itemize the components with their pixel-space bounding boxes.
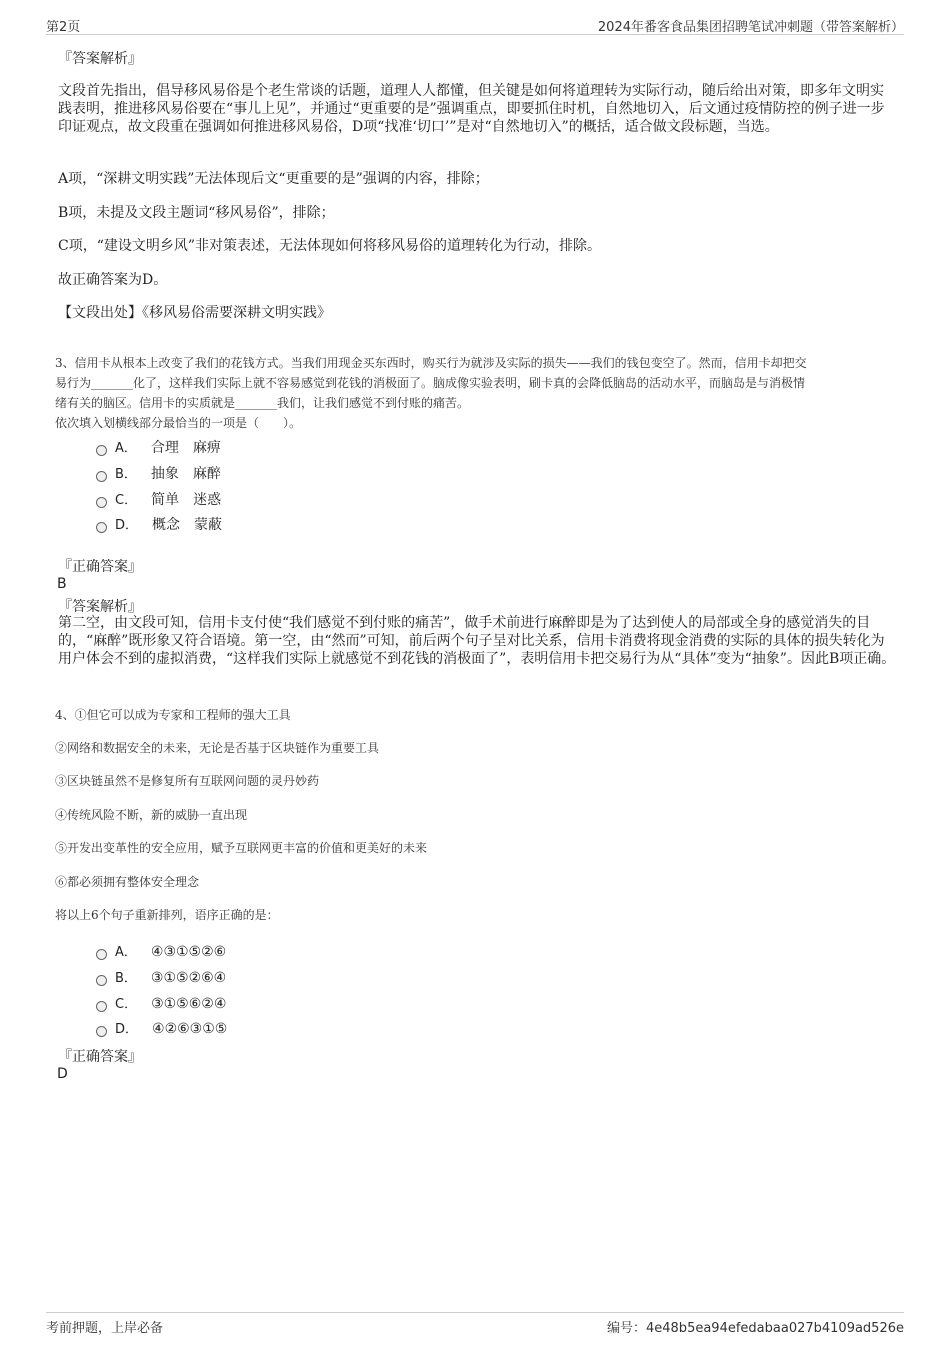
q3-option-d[interactable]: D． 概念 蒙蔽	[96, 514, 222, 534]
q4-correct-label: 『正确答案』	[58, 1049, 142, 1065]
q3-stem-line-1: 3、信用卡从根本上改变了我们的花钱方式。当我们用现金买东西时，购买行为就涉及实际的损失——我们的钱包变空了。然而，信用卡却把交	[55, 356, 807, 370]
radio-icon[interactable]	[96, 1026, 107, 1037]
footer-slogan: 考前押题，上岸必备	[46, 1321, 164, 1336]
q2-option-c-note: C项，“建设文明乡风”非对策表述，无法体现如何将移风易俗的道理转化为行动，排除。	[58, 238, 602, 254]
q2-option-b-note: B项，未提及文段主题词“移风易俗”，排除；	[58, 205, 335, 221]
q4-sentence-4: ④传统风险不断，新的威胁一直出现	[55, 808, 248, 822]
q4-sentence-6: ⑥都必须拥有整体安全理念	[55, 875, 200, 889]
radio-icon[interactable]	[96, 471, 107, 482]
q3-analysis-label: 『答案解析』	[58, 599, 142, 615]
q4-sentence-2: ②网络和数据安全的未来，无论是否基于区块链作为重要工具	[55, 741, 380, 755]
q4-sentence-5: ⑤开发出变革性的安全应用，赋予互联网更丰富的价值和更美好的未来	[55, 841, 428, 855]
q2-analysis-text: 文段首先指出，倡导移风易俗是个老生常谈的话题，道理人人都懂，但关键是如何将道理转为实际行动，随后给出对策，即多年文明实践表明，推进移风易俗要在“事儿上见”，并通过“更重要的是”强调重点，即要抓住时机，自然地切入，后文通过疫情防控的例子进一步印证观点，故文段重在强调如何推进移风易俗，D项“找准‘切口’”是对“自然地切入”的概括，适合做文段标题，当选。	[58, 83, 885, 135]
radio-icon[interactable]	[96, 445, 107, 456]
radio-icon[interactable]	[96, 949, 107, 960]
q4-option-b[interactable]: B． ③①⑤②⑥④	[96, 967, 226, 987]
q3-correct-label: 『正确答案』	[58, 559, 142, 575]
page-header	[46, 14, 904, 35]
q3-stem-line-2: 易行为_______化了，这样我们实际上就不容易感觉到花钱的消极面了。脑成像实验表明，刷卡真的会降低脑岛的活动水平，而脑岛是与消极情	[55, 376, 806, 390]
page-number: 第2页	[46, 20, 81, 35]
q4-sentence-1: 4、①但它可以成为专家和工程师的强大工具	[55, 708, 291, 722]
radio-icon[interactable]	[96, 497, 107, 508]
q4-sentence-3: ③区块链虽然不是修复所有互联网问题的灵丹妙药	[55, 774, 320, 788]
q2-source: 【文段出处】《移风易俗需要深耕文明实践》	[58, 305, 331, 321]
q3-stem-line-3: 绪有关的脑区。信用卡的实质就是_______我们，让我们感觉不到付账的痛苦。	[55, 396, 470, 410]
q2-analysis-label: 『答案解析』	[58, 51, 142, 67]
document-title: 2024年番客食品集团招聘笔试冲刺题（带答案解析）	[597, 20, 904, 35]
q3-option-c[interactable]: C． 简单 迷惑	[96, 489, 221, 509]
q4-correct-answer: D	[57, 1066, 68, 1082]
q4-prompt: 将以上6个句子重新排列，语序正确的是：	[55, 908, 279, 922]
q3-option-b[interactable]: B． 抽象 麻醉	[96, 463, 221, 483]
q3-option-a[interactable]: A． 合理 麻痹	[96, 437, 221, 457]
q4-option-a[interactable]: A． ④③①⑤②⑥	[96, 941, 226, 961]
radio-icon[interactable]	[96, 1001, 107, 1012]
q2-option-a-note: A项，“深耕文明实践”无法体现后文“更重要的是”强调的内容，排除；	[58, 171, 489, 187]
q3-prompt: 依次填入划横线部分最恰当的一项是（ ）。	[55, 416, 302, 430]
q4-option-c[interactable]: C． ③①⑤⑥②④	[96, 993, 226, 1013]
page-footer	[46, 1312, 904, 1335]
q2-conclusion: 故正确答案为D。	[58, 272, 168, 288]
footer-serial: 编号：4e48b5ea94efedabaa027b4109ad526e	[607, 1321, 904, 1336]
q4-option-d[interactable]: D． ④②⑥③①⑤	[96, 1018, 227, 1038]
radio-icon[interactable]	[96, 975, 107, 986]
q3-correct-answer: B	[57, 576, 67, 592]
q3-analysis-text: 第二空，由文段可知，信用卡支付使“我们感觉不到付账的痛苦”，做手术前进行麻醉即是为了达到使人的局部或全身的感觉消失的目的，“麻醉”既形象又符合语境。第一空，由“然而”可知，前后两个句子呈对比关系，信用卡消费将现金消费的实际的具体的损失转化为用户体会不到的虚拟消费，“这样我们实际上就感觉不到花钱的消极面了”，表明信用卡把交易行为从“具体”变为“抽象”。因此B项正确。	[58, 615, 896, 667]
radio-icon[interactable]	[96, 522, 107, 533]
